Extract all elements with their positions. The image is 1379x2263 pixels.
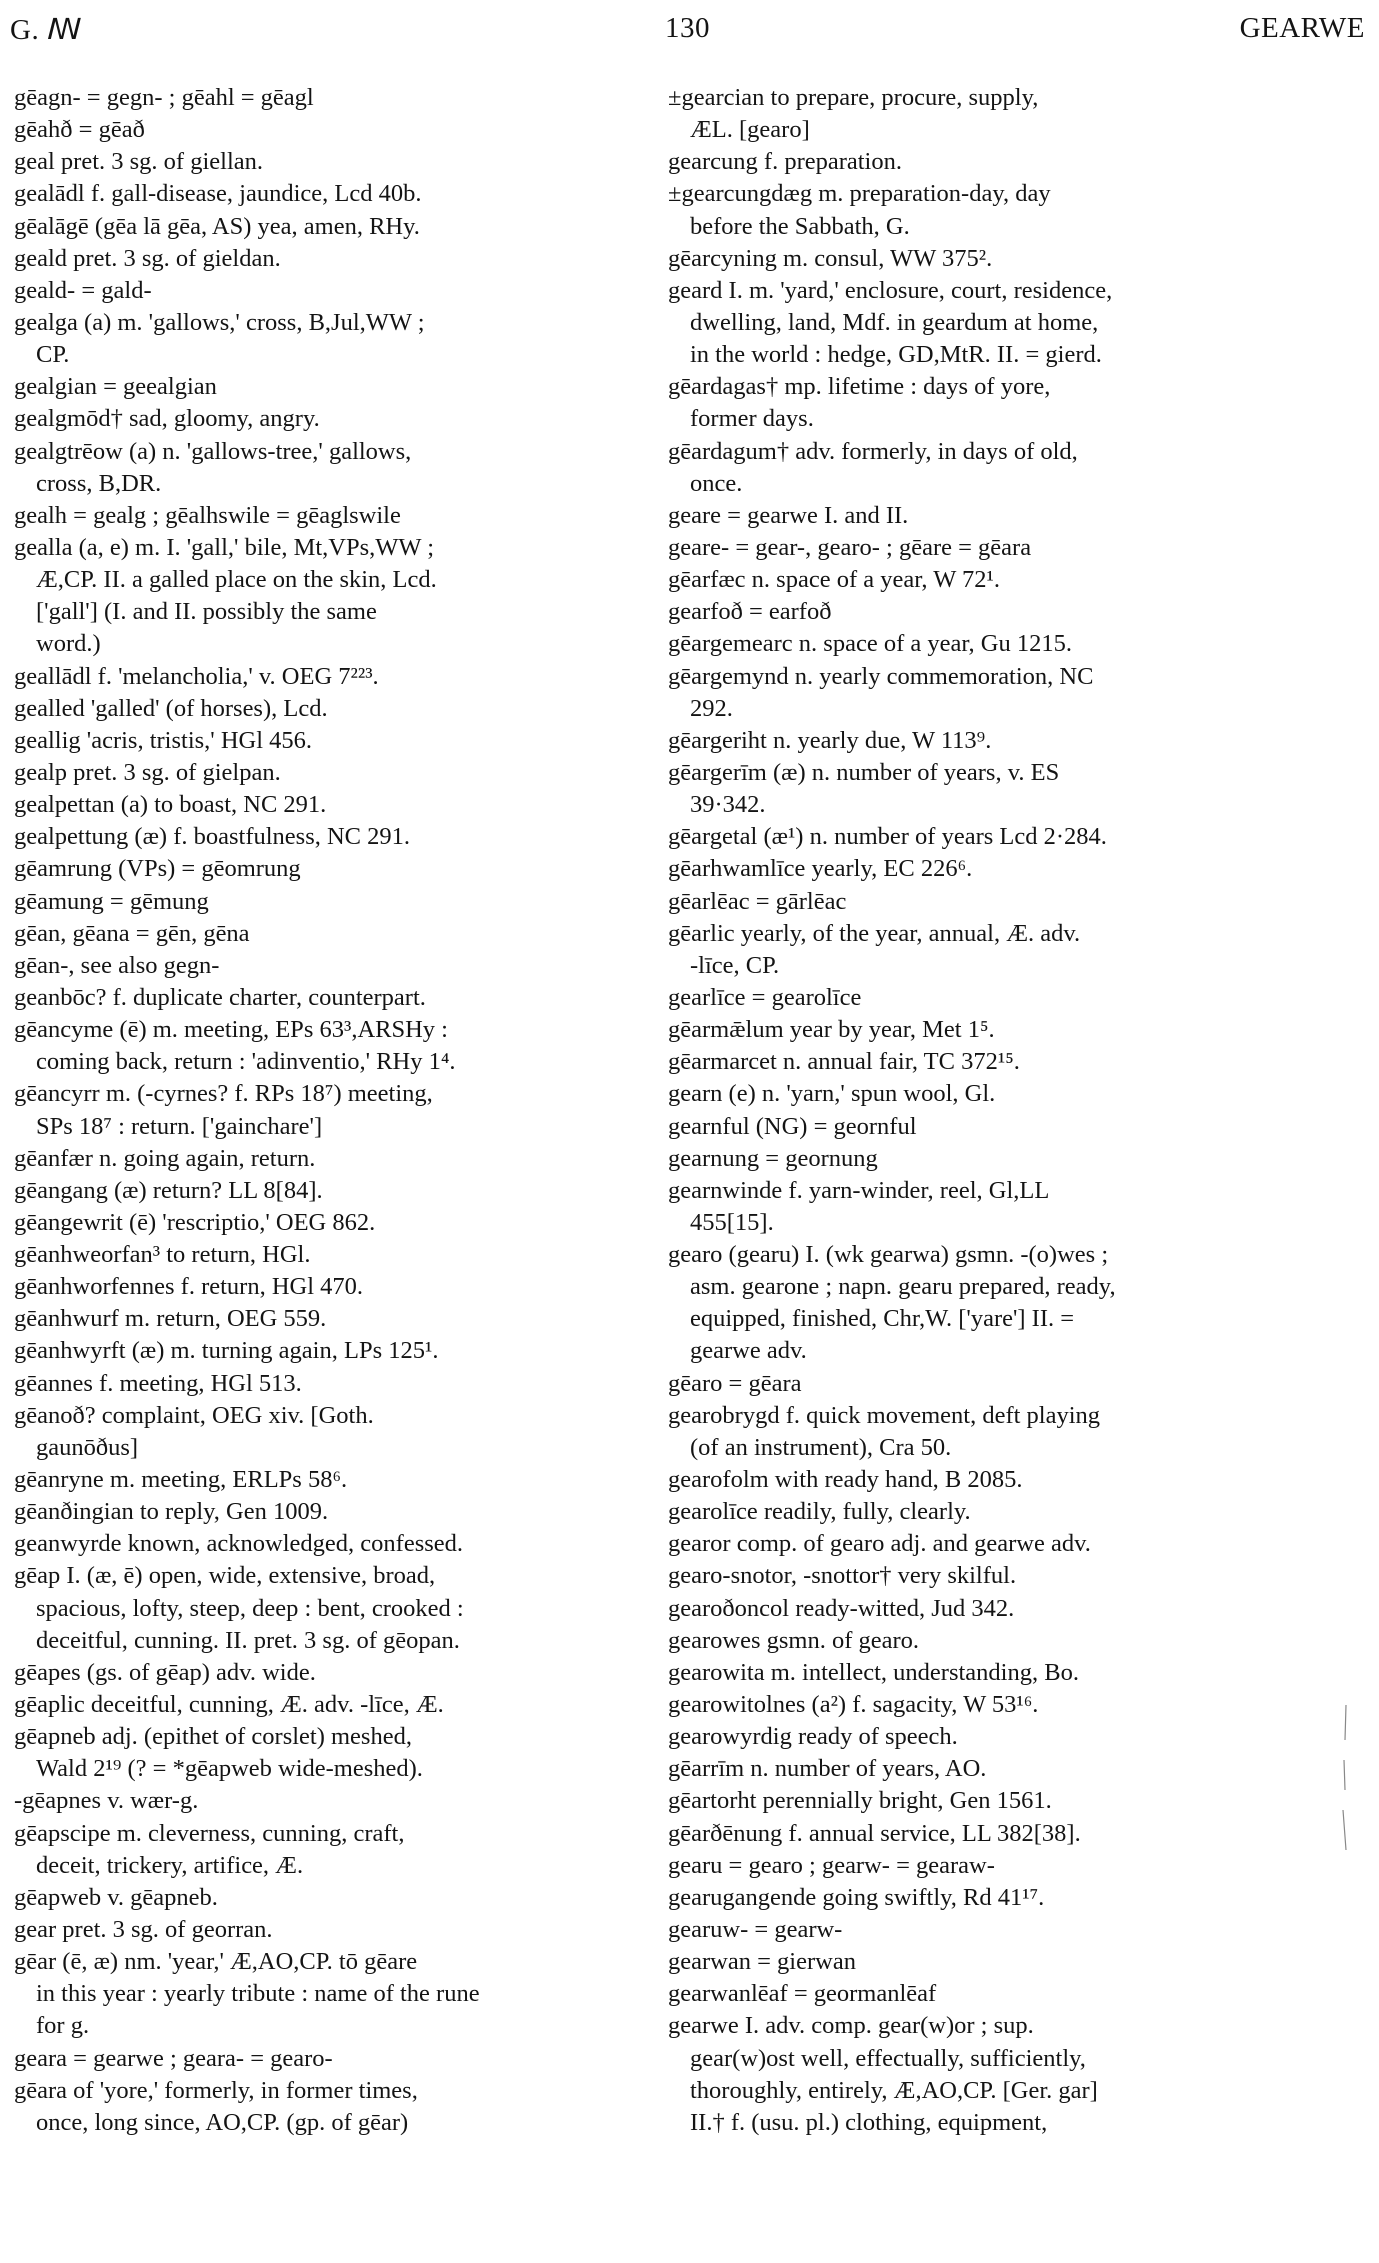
entry-continuation-line: spacious, lofty, steep, deep : bent, crooked : [36, 1594, 464, 1622]
left-column [14, 82, 654, 2139]
header-left: G. ꟿ [10, 14, 83, 46]
entry-line: gēanhweorfan³ to return, HGl. [14, 1241, 311, 1269]
entry-line: gēapweb v. gēapneb. [14, 1883, 218, 1911]
entry-line: gēannes f. meeting, HGl 513. [14, 1369, 302, 1397]
entry-line: gēamrung (VPs) = gēomrung [14, 855, 301, 883]
entry-continuation-line: once, long since, AO,CP. (gp. of gēar) [36, 2108, 409, 2136]
entry-continuation-line: equipped, finished, Chr,W. ['yare'] II. = [690, 1305, 1075, 1333]
entry-line: gearu = gearo ; gearw- = gearaw- [668, 1851, 995, 1879]
entry-line: gearugangende going swiftly, Rd 41¹⁷. [668, 1883, 1045, 1911]
entry-line: gēargetal (æ¹) n. number of years Lcd 2·284. [668, 823, 1107, 851]
entry-line: gealga (a) m. 'gallows,' cross, B,Jul,WW ; [14, 308, 425, 336]
entry-line: gearo-snotor, -snottor† very skilful. [668, 1562, 1017, 1590]
entry-line: geal pret. 3 sg. of giellan. [14, 148, 264, 176]
entry-line: geanbōc? f. duplicate charter, counterpart. [14, 983, 426, 1011]
entry-line: gearo (gearu) I. (wk gearwa) gsmn. -(o)wes ; [668, 1241, 1109, 1269]
entry-line: gearofolm with ready hand, B 2085. [668, 1466, 1023, 1494]
entry-continuation-line: CP. [36, 341, 70, 369]
entry-continuation-line: 455[15]. [690, 1208, 774, 1236]
entry-line: gearobrygd f. quick movement, deft playing [668, 1401, 1101, 1429]
entry-line: gēarcyning m. consul, WW 375². [668, 244, 993, 272]
entry-line: gēangang (æ) return? LL 8[84]. [14, 1176, 323, 1204]
entry-continuation-line: coming back, return : 'adinventio,' RHy 1⁴. [36, 1048, 456, 1076]
entry-line: geallig 'acris, tristis,' HGl 456. [14, 726, 313, 754]
entry-line: gēargemynd n. yearly commemoration, NC [668, 662, 1094, 690]
entry-line: gēan, gēana = gēn, gēna [14, 919, 250, 947]
entry-line: gēancyme (ē) m. meeting, EPs 63³,ARSHy : [14, 1016, 448, 1044]
entry-continuation-line: in the world : hedge, GD,MtR. II. = gierd. [690, 341, 1102, 369]
running-header [10, 4, 1365, 50]
entry-line: geara = gearwe ; geara- = gearo- [14, 2044, 333, 2072]
entry-continuation-line: former days. [690, 405, 814, 433]
entry-line: gearnwinde f. yarn-winder, reel, Gl,LL [668, 1176, 1050, 1204]
entry-line: gēarmarcet n. annual fair, TC 372¹⁵. [668, 1048, 1020, 1076]
entry-line: gearoðoncol ready-witted, Jud 342. [668, 1594, 1015, 1622]
entry-line: gēamung = gēmung [14, 887, 209, 915]
entry-continuation-line: gearwe adv. [690, 1337, 807, 1365]
entry-line: geald- = gald- [14, 276, 152, 304]
entry-line: gealpettan (a) to boast, NC 291. [14, 791, 327, 819]
entry-line: gēargeriht n. yearly due, W 113⁹. [668, 726, 992, 754]
entry-line: gearfoð = earfoð [668, 598, 832, 626]
header-right: GEARWE [1239, 12, 1365, 44]
entry-continuation-line: dwelling, land, Mdf. in geardum at home, [690, 308, 1099, 336]
entry-line: gēancyrr m. (-cyrnes? f. RPs 18⁷) meeting, [14, 1080, 433, 1108]
entry-line: gēarfæc n. space of a year, W 72¹. [668, 566, 1000, 594]
entry-line: gēardagum† adv. formerly, in days of old, [668, 437, 1078, 465]
entry-line: gēartorht perennially bright, Gen 1561. [668, 1787, 1052, 1815]
entry-continuation-line: thoroughly, entirely, Æ,AO,CP. [Ger. gar] [690, 2076, 1098, 2104]
entry-line: gearlīce = gearolīce [668, 983, 862, 1011]
entry-continuation-line: ['gall'] (I. and II. possibly the same [36, 598, 377, 626]
entry-line: gēarhwamlīce yearly, EC 226⁶. [668, 855, 973, 883]
entry-continuation-line: asm. gearone ; napn. gearu prepared, ready, [690, 1273, 1116, 1301]
entry-line: gēahð = gēað [14, 116, 145, 144]
entry-line: gealgtrēow (a) n. 'gallows-tree,' gallows, [14, 437, 412, 465]
entry-line: gear pret. 3 sg. of georran. [14, 1916, 273, 1944]
entry-continuation-line: Æ,CP. II. a galled place on the skin, Lcd. [36, 566, 437, 594]
entry-line: geard I. m. 'yard,' enclosure, court, residence, [668, 276, 1113, 304]
entry-line: gēanoð? complaint, OEG xiv. [Goth. [14, 1401, 374, 1429]
entry-line: gearowita m. intellect, understanding, Bo. [668, 1658, 1079, 1686]
entry-continuation-line: cross, B,DR. [36, 469, 162, 497]
entry-line: gearolīce readily, fully, clearly. [668, 1498, 971, 1526]
entry-line: gearwan = gierwan [668, 1948, 856, 1976]
entry-line: gēanfær n. going again, return. [14, 1144, 316, 1172]
entry-line: ±gearcungdæg m. preparation-day, day [668, 180, 1051, 208]
entry-line: gēar (ē, æ) nm. 'year,' Æ,AO,CP. tō gēare [14, 1948, 418, 1976]
entry-line: gēargemearc n. space of a year, Gu 1215. [668, 630, 1072, 658]
entry-line: gēardagas† mp. lifetime : days of yore, [668, 373, 1051, 401]
entry-line: gearwe I. adv. comp. gear(w)or ; sup. [668, 2012, 1034, 2040]
entry-line: gearnful (NG) = geornful [668, 1112, 917, 1140]
entry-continuation-line: II.† f. (usu. pl.) clothing, equipment, [690, 2108, 1048, 2136]
entry-line: gearwanlēaf = geormanlēaf [668, 1980, 937, 2008]
entry-line: gēap I. (æ, ē) open, wide, extensive, broad, [14, 1562, 436, 1590]
entry-line: gearor comp. of gearo adj. and gearwe adv. [668, 1530, 1091, 1558]
entry-line: gealp pret. 3 sg. of gielpan. [14, 758, 281, 786]
entry-continuation-line: 292. [690, 694, 733, 722]
entry-line: geare = gearwe I. and II. [668, 501, 909, 529]
entry-line: gēarmǣlum year by year, Met 1⁵. [668, 1016, 995, 1044]
entry-line: gēaplic deceitful, cunning, Æ. adv. -līce, Æ. [14, 1691, 444, 1719]
entry-line: gealgmōd† sad, gloomy, angry. [14, 405, 320, 433]
entry-line: geald pret. 3 sg. of gieldan. [14, 244, 281, 272]
entry-continuation-line: gear(w)ost well, effectually, sufficiently, [690, 2044, 1086, 2072]
entry-line: geare- = gear-, gearo- ; gēare = gēara [668, 533, 1032, 561]
entry-line: gēanhwyrft (æ) m. turning again, LPs 125¹. [14, 1337, 439, 1365]
entry-continuation-line: before the Sabbath, G. [690, 212, 910, 240]
entry-line: gēapes (gs. of gēap) adv. wide. [14, 1658, 316, 1686]
entry-line: gēalāgē (gēa lā gēa, AS) yea, amen, RHy. [14, 212, 420, 240]
entry-line: gearowyrdig ready of speech. [668, 1723, 958, 1751]
entry-continuation-line: once. [690, 469, 743, 497]
entry-line: gēanhworfennes f. return, HGl 470. [14, 1273, 364, 1301]
entry-continuation-line: Wald 2¹⁹ (? = *gēapweb wide-meshed). [36, 1755, 423, 1783]
entry-continuation-line: deceitful, cunning. II. pret. 3 sg. of gēopan. [36, 1626, 460, 1654]
entry-line: ±gearcian to prepare, procure, supply, [668, 84, 1039, 111]
entry-line: -gēapnes v. wær-g. [14, 1787, 199, 1815]
entry-line: gēarðēnung f. annual service, LL 382[38]. [668, 1819, 1081, 1847]
entry-line: gealādl f. gall-disease, jaundice, Lcd 40b. [14, 180, 422, 208]
entry-continuation-line: 39·342. [690, 791, 766, 819]
entry-continuation-line: for g. [36, 2012, 90, 2040]
entry-line: gēarrīm n. number of years, AO. [668, 1755, 987, 1783]
page-number: 130 [665, 12, 710, 44]
entry-line: gēara of 'yore,' formerly, in former times, [14, 2076, 418, 2104]
entry-line: gēanðingian to reply, Gen 1009. [14, 1498, 329, 1526]
entry-continuation-line: -līce, CP. [690, 951, 780, 979]
entry-continuation-line: deceit, trickery, artifice, Æ. [36, 1851, 304, 1879]
entry-line: gēangewrit (ē) 'rescriptio,' OEG 862. [14, 1208, 376, 1236]
entry-line: gealgian = geealgian [14, 373, 217, 401]
entry-line: gēarlēac = gārlēac [668, 887, 847, 915]
entry-line: geallādl f. 'melancholia,' v. OEG 7²²³. [14, 662, 379, 690]
entry-line: gēapneb adj. (epithet of corslet) meshed, [14, 1723, 412, 1751]
entry-line: gealla (a, e) m. I. 'gall,' bile, Mt,VPs,WW ; [14, 533, 435, 561]
entry-line: geanwyrde known, acknowledged, confessed. [14, 1530, 464, 1558]
entry-line: gēarlic yearly, of the year, annual, Æ. adv. [668, 919, 1081, 947]
entry-line: gēanryne m. meeting, ERLPs 58⁶. [14, 1466, 348, 1494]
entry-continuation-line: word.) [36, 630, 101, 658]
entry-line: gearuw- = gearw- [668, 1916, 843, 1944]
entry-line: gealh = gealg ; gēalhswile = gēaglswile [14, 501, 401, 529]
entry-continuation-line: (of an instrument), Cra 50. [690, 1433, 952, 1461]
entry-line: gēargerīm (æ) n. number of years, v. ES [668, 758, 1060, 786]
entry-continuation-line: ÆL. [gearo] [690, 116, 810, 144]
entry-line: gearcung f. preparation. [668, 148, 902, 176]
entry-line: gearowes gsmn. of gearo. [668, 1626, 920, 1654]
entry-line: gēanhwurf m. return, OEG 559. [14, 1305, 327, 1333]
entry-line: gealled 'galled' (of horses), Lcd. [14, 694, 328, 722]
entry-line: gearowitolnes (a²) f. sagacity, W 53¹⁶. [668, 1691, 1039, 1719]
entry-continuation-line: in this year : yearly tribute : name of the rune [36, 1980, 480, 2008]
entry-line: gearn (e) n. 'yarn,' spun wool, Gl. [668, 1080, 996, 1108]
entry-line: gealpettung (æ) f. boastfulness, NC 291. [14, 823, 411, 851]
entry-line: gēan-, see also gegn- [14, 951, 220, 979]
entry-line: gēagn- = gegn- ; gēahl = gēagl [14, 84, 314, 111]
entry-continuation-line: SPs 18⁷ : return. ['gainchare'] [36, 1112, 323, 1140]
entry-line: gearnung = geornung [668, 1144, 878, 1172]
margin-mark [1336, 1700, 1356, 1860]
entry-continuation-line: gaunōðus] [36, 1433, 139, 1461]
entry-line: gēapscipe m. cleverness, cunning, craft, [14, 1819, 405, 1847]
entry-line: gēaro = gēara [668, 1369, 802, 1397]
right-column [668, 82, 1308, 2139]
